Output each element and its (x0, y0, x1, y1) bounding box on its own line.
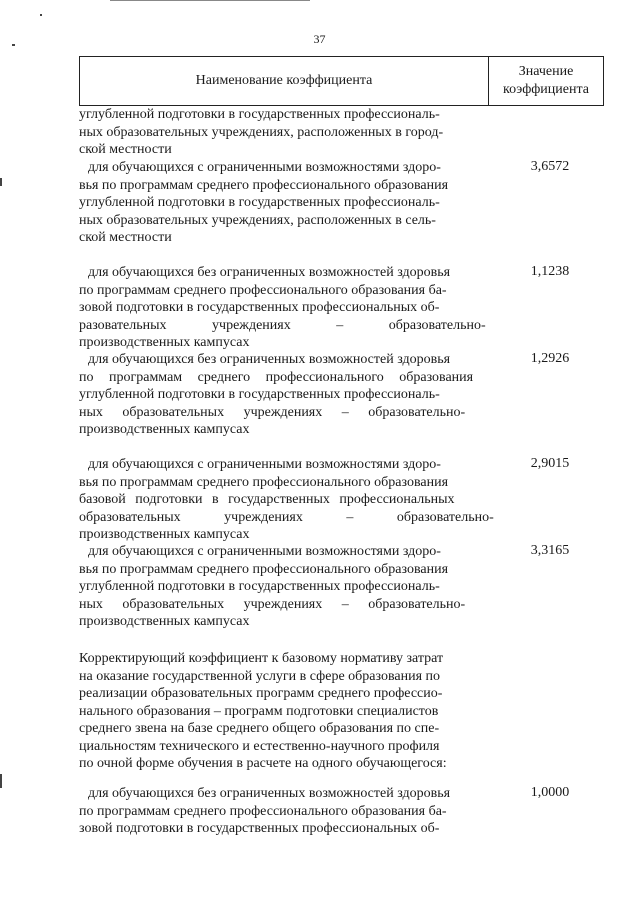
scan-mark (0, 774, 2, 788)
row-text-line: для обучающихся с ограниченными возможностями здоро- (88, 160, 441, 175)
row-text-line: по программам среднего профессионального образования ба- (79, 803, 447, 819)
coefficient-value: 1,0000 (530, 785, 570, 800)
coefficient-value: 1,2926 (530, 351, 570, 366)
row-text-line: для обучающихся без ограниченных возможностей здоровья (88, 786, 451, 801)
row-text-line: вья по программам среднего профессионального образования (79, 474, 449, 490)
row-text-line: для обучающихся без ограниченных возможностей здоровья (88, 352, 451, 367)
coefficient-value: 2,9015 (530, 456, 570, 471)
table-row (79, 159, 484, 247)
row-text-line: ных образовательных учреждениях, расположенных в город- (79, 124, 444, 140)
row-text-line: по программам среднего профессионального образования (79, 369, 474, 385)
row-text-line: зовой подготовки в государственных профессиональных об- (79, 300, 440, 315)
table-row (79, 543, 484, 631)
table-row (79, 264, 484, 352)
table-row (79, 351, 484, 439)
row-text-line: производственных кампусах (79, 614, 250, 629)
row-text-line: производственных кампусах (79, 335, 250, 350)
row-text-line: ных образовательных учреждениях – образовательно- (79, 596, 466, 612)
row-text-line: углубленной подготовки в государственных профессиональ- (79, 579, 440, 594)
table-row (79, 106, 484, 159)
row-text-line: Корректирующий коэффициент к базовому нормативу затрат (79, 651, 444, 666)
row-text-line: базовой подготовки в государственных профессиональных (79, 492, 455, 507)
row-text-line: ных образовательных учреждениях, расположенных в сель- (79, 212, 436, 228)
row-text-line: ных образовательных учреждениях – образовательно- (79, 404, 466, 420)
scan-speck (12, 44, 15, 46)
row-text-line: вья по программам среднего профессионального образования (79, 561, 449, 577)
scan-edge-line (110, 0, 310, 1)
header-value-column (489, 57, 603, 105)
coefficient-value: 3,3165 (530, 543, 570, 558)
row-text-line: образовательных учреждениях – образовательно- (79, 509, 494, 525)
row-text-line: углубленной подготовки в государственных профессиональ- (79, 387, 440, 402)
row-text-line: углубленной подготовки в государственных профессиональ- (79, 107, 440, 122)
coefficient-value: 3,6572 (530, 159, 570, 174)
row-text-line: вья по программам среднего профессионального образования (79, 177, 449, 193)
row-text-line: для обучающихся с ограниченными возможностями здоро- (88, 544, 441, 559)
row-text-line: по очной форме обучения в расчете на одного обучающегося: (79, 756, 447, 771)
row-text-line: для обучающихся с ограниченными возможностями здоро- (88, 457, 441, 472)
table-row (79, 785, 484, 838)
row-text-line: реализации образовательных программ среднего профессио- (79, 686, 443, 701)
row-text-line: производственных кампусах (79, 422, 250, 437)
section-heading (79, 650, 484, 773)
row-text-line: производственных кампусах (79, 527, 250, 542)
row-text-line: нального образования – программ подготовки специалистов (79, 703, 439, 719)
header-value-line2: коэффициента (503, 82, 589, 97)
header-value-line1: Значение (518, 64, 574, 79)
row-text-line: ской местности (79, 230, 172, 245)
row-text-line: на оказание государственной услуги в сфере образования по (79, 668, 440, 684)
header-name-column: Наименование коэффициента (80, 57, 489, 105)
table-row (79, 456, 494, 544)
row-text-line: зовой подготовки в государственных профессиональных об- (79, 821, 440, 836)
coefficient-value: 1,1238 (530, 264, 570, 279)
row-text-line: углубленной подготовки в государственных профессиональ- (79, 195, 440, 210)
scan-speck (40, 14, 42, 16)
scan-mark (0, 178, 2, 186)
row-text-line: разовательных учреждениях – образовательно- (79, 317, 486, 333)
row-text-line: по программам среднего профессионального образования ба- (79, 282, 447, 298)
table-header (79, 56, 604, 106)
row-text-line: для обучающихся без ограниченных возможностей здоровья (88, 265, 451, 280)
page-number: 37 (313, 32, 326, 46)
row-text-line: ской местности (79, 142, 172, 157)
row-text-line: циальностям технического и естественно-научного профиля (79, 738, 440, 754)
row-text-line: среднего звена на базе среднего общего образования по спе- (79, 721, 440, 736)
